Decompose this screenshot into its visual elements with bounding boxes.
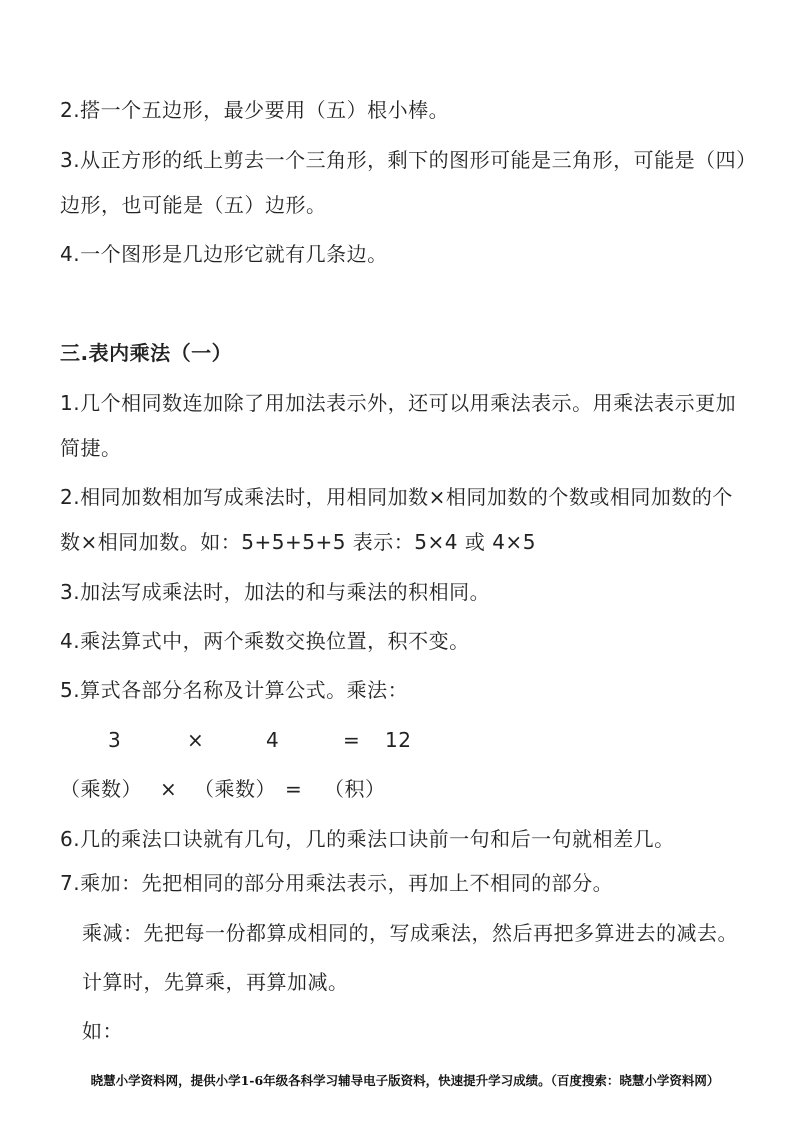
text-line: 简捷。 [60, 436, 122, 460]
text-line: 如： [82, 1019, 123, 1043]
text-line: 6.几的乘法口诀就有几句，几的乘法口诀前一句和后一句就相差几。 [60, 827, 675, 851]
text-line: 乘减：先把每一份都算成相同的，写成乘法，然后再把多算进去的减去。 [82, 921, 738, 945]
text-line: 7.乘加：先把相同的部分用乘法表示，再加上不相同的部分。 [60, 871, 614, 895]
formula-label: （乘数） [194, 777, 276, 801]
formula-row-names [0, 775, 810, 803]
formula-factor: 3 [108, 728, 122, 752]
formula-equals: = [285, 777, 303, 801]
text-line: 5.算式各部分名称及计算公式。乘法： [60, 678, 409, 702]
formula-row-values [0, 726, 810, 754]
text-line: 1.几个相同数连加除了用加法表示外，还可以用乘法表示。用乘法表示更加 [60, 391, 737, 415]
page-footer: 晓慧小学资料网，提供小学1-6年级各科学习辅导电子版资料，快速提升学习成绩。（百度搜索：晓慧小学资料网） [90, 1073, 720, 1088]
text-line: 3.从正方形的纸上剪去一个三角形，剩下的图形可能是三角形，可能是（四） [60, 148, 757, 172]
text-line: 数×相同加数。如：5+5+5+5 表示：5×4 或 4×5 [60, 530, 536, 554]
formula-times: × [160, 777, 178, 801]
text-line: 2.相同加数相加写成乘法时，用相同加数×相同加数的个数或相同加数的个 [60, 485, 733, 509]
formula-label: （积） [324, 777, 386, 801]
formula-product: 12 [385, 728, 412, 752]
formula-equals: = [343, 728, 361, 752]
text-line: 4.一个图形是几边形它就有几条边。 [60, 242, 388, 266]
text-line: 4.乘法算式中，两个乘数交换位置，积不变。 [60, 629, 470, 653]
formula-factor: 4 [266, 728, 280, 752]
formula-times: × [187, 728, 205, 752]
text-line: 3.加法写成乘法时，加法的和与乘法的积相同。 [60, 580, 491, 604]
section-heading: 三.表内乘法（一） [60, 341, 233, 365]
text-line: 边形，也可能是（五）边形。 [60, 193, 327, 217]
text-line: 计算时，先算乘，再算加减。 [82, 970, 349, 994]
text-line: 2.搭一个五边形，最少要用（五）根小棒。 [60, 98, 450, 122]
formula-label: （乘数） [60, 777, 142, 801]
